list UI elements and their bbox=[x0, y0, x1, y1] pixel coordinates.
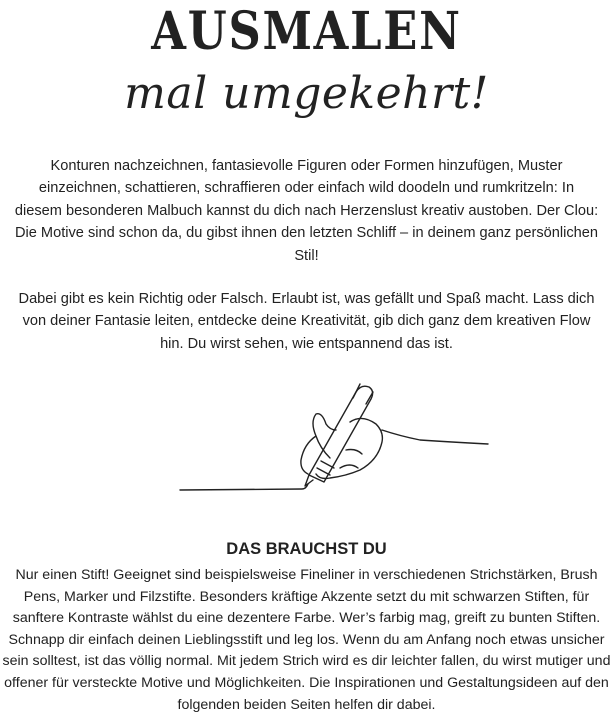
section-body bbox=[0, 565, 613, 716]
section-body-paragraph: Nur einen Stift! Geeignet sind beispielsweise Fineliner in verschiedenen Strichstärken, Brush Pens, Marker und Filzstifte. Besonders kräftige Akzente setzt du mit schwarzen Stiften, für sanftere Kontraste wählst du eine dezentere Farbe. Wer’s farbig mag, greift zu bunten Stiften. Schnapp dir einfach deinen Lieblingsstift und leg los. Wenn du am Anfang noch etwas unsicher sein solltest, ist das völlig normal. Mit jedem Strich wird es dir leichter fallen, du wirst mutiger und offener für versteckte Motive und Möglichkeiten. Die Inspirationen und Gestaltungsideen auf den folgenden beiden Seiten helfen dir dabei. bbox=[2, 567, 611, 713]
hand-knuckle bbox=[340, 450, 362, 469]
intro-text bbox=[14, 155, 599, 355]
section-heading: DAS BRAUCHST DU bbox=[226, 540, 387, 558]
drawn-line bbox=[180, 484, 308, 490]
intro-paragraph-2: Dabei gibt es kein Richtig oder Falsch. Erlaubt ist, was gefällt und Spaß macht. Lass dich von deiner Fantasie leiten, entdecke deine Kreativität, gib dich ganz dem kreativen Flow hin. Du wirst sehen, wie entspannend das ist. bbox=[18, 291, 595, 352]
intro-paragraph-1: Konturen nachzeichnen, fantasievolle Figuren oder Formen hinzufügen, Muster einzeichnen, schattieren, schraffieren oder einfach wild doodeln und rumkritzeln: In diesem besonderen Malbuch kannst du dich nach Herzenslust kreativ austoben. Der Clou: Die Motive sind schon da, du gibst ihnen den letzten Schliff – in deinem ganz persönlichen Stil! bbox=[14, 158, 599, 264]
page-title: AUSMALEN bbox=[151, 1, 462, 62]
hand-with-pen-illustration bbox=[170, 370, 500, 500]
page-subtitle: mal umgekehrt! bbox=[124, 68, 489, 119]
hand-outline bbox=[301, 414, 488, 479]
